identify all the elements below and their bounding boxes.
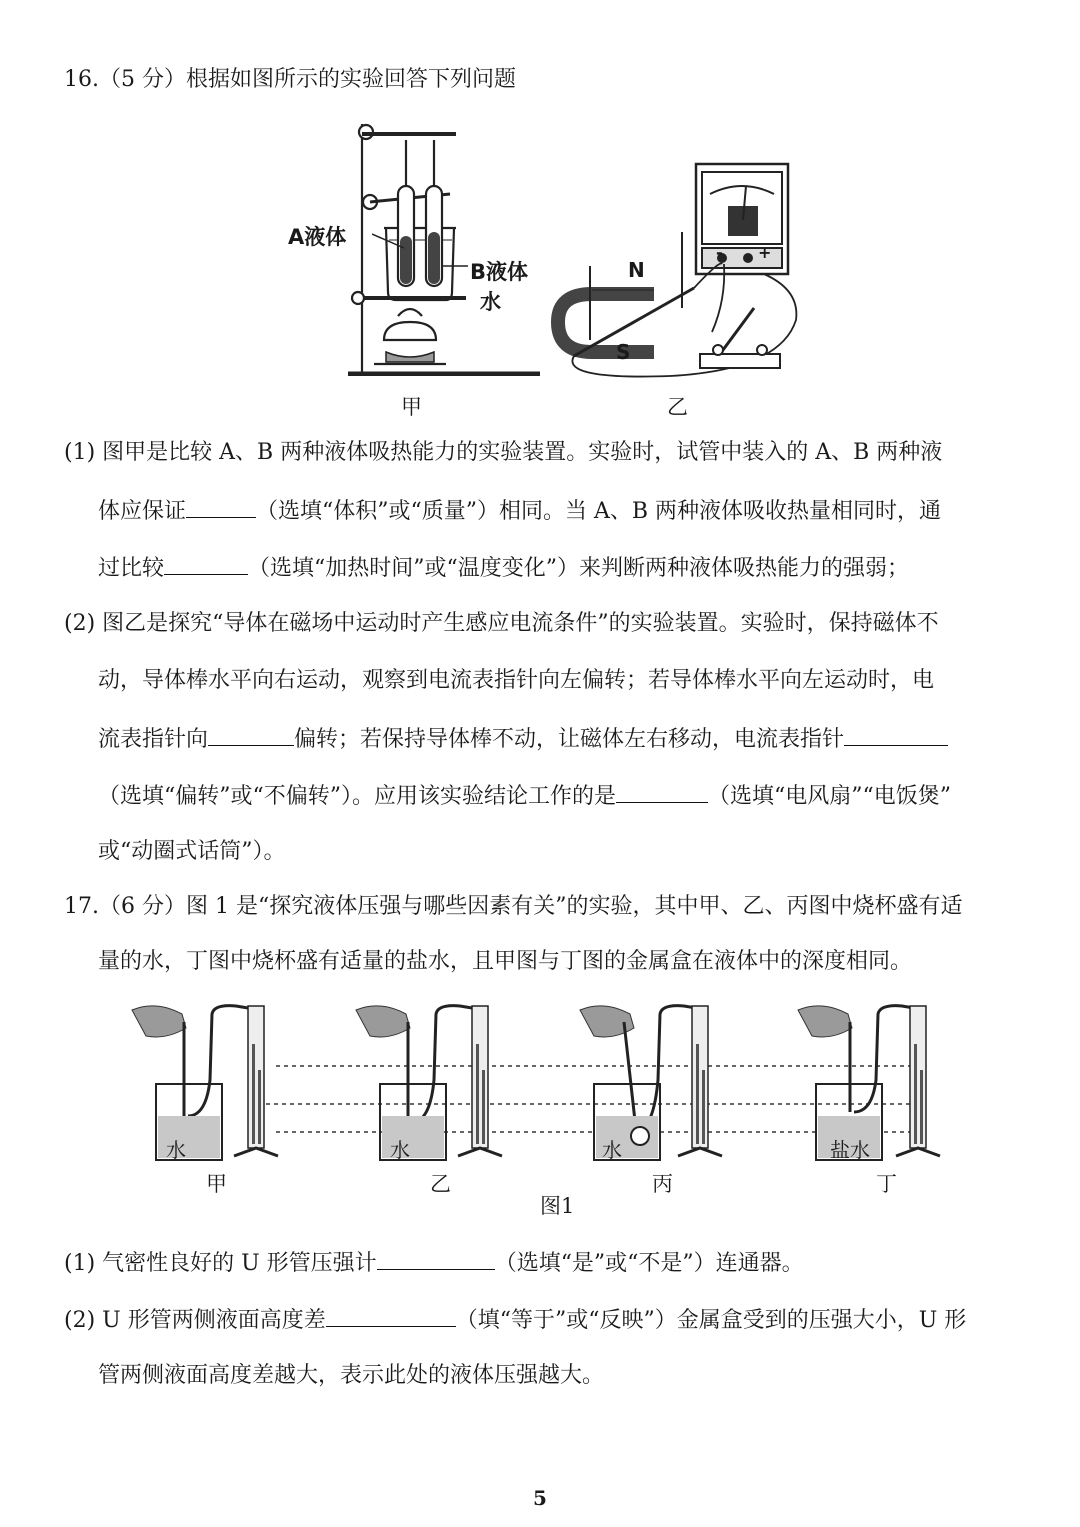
q17-part1-a: (1) 气密性良好的 U 形管压强计	[64, 1251, 377, 1276]
answer-blank-3[interactable]	[208, 727, 294, 746]
figure-yi-induction-apparatus	[550, 160, 800, 390]
label-s-pole: S	[616, 340, 631, 364]
q17-part2-a: (2) U 形管两侧液面高度差	[64, 1308, 326, 1333]
q16-part1-line2-b: （选填“体积”或“质量”）相同。当 A、B 两种液体吸收热量相同时，通	[256, 499, 942, 524]
q17-part2-line1	[64, 1308, 966, 1332]
answer-blank-4[interactable]	[844, 727, 948, 746]
gauge-panel-2	[356, 1006, 502, 1160]
q17-part2-b: （填“等于”或“反映”）金属盒受到的压强大小，U 形	[455, 1308, 967, 1333]
q16-part1-line2-a: 体应保证	[98, 499, 187, 524]
meter-minus-terminal: -	[716, 243, 723, 262]
label-n-pole: N	[628, 258, 645, 282]
q16-part2-line3	[98, 727, 948, 751]
gauge-panel-1	[132, 1006, 278, 1160]
q16-part2-line1: (2) 图乙是探究“导体在磁场中运动时产生感应电流条件”的实验装置。实验时，保持磁体不	[64, 611, 939, 636]
figure1-title: 图1	[540, 1194, 575, 1218]
q16-header: 16.（5 分）根据如图所示的实验回答下列问题	[64, 67, 516, 92]
label-b-liquid: B液体	[470, 260, 529, 284]
q16-part2-line2: 动，导体棒水平向右运动，观察到电流表指针向左偏转；若导体棒水平向左运动时，电	[98, 668, 935, 693]
caption-panel-yi: 乙	[430, 1172, 451, 1196]
answer-blank-7[interactable]	[326, 1308, 456, 1327]
label-water: 水	[480, 290, 501, 314]
q16-part2-line4-a: （选填“偏转”或“不偏转”）。应用该实验结论工作的是	[98, 784, 616, 809]
answer-blank-6[interactable]	[377, 1251, 495, 1270]
answer-blank-2[interactable]	[164, 556, 248, 575]
q16-part2-line4	[98, 784, 951, 808]
q16-part2-line3-a: 流表指针向	[98, 727, 209, 752]
liquid-label-yi: 水	[390, 1138, 410, 1162]
q16-part1-line3-b: （选填“加热时间”或“温度变化”）来判断两种液体吸热能力的强弱；	[248, 556, 910, 581]
leader-lines-jia	[372, 230, 472, 280]
caption-jia: 甲	[401, 395, 422, 419]
caption-panel-ding: 丁	[876, 1172, 897, 1196]
liquid-label-bing: 水	[602, 1138, 622, 1162]
answer-blank-5[interactable]	[616, 784, 708, 803]
q17-line1: 17.（6 分）图 1 是“探究液体压强与哪些因素有关”的实验，其中甲、乙、丙图中烧杯盛有适	[64, 894, 963, 919]
q16-part1-line1: (1) 图甲是比较 A、B 两种液体吸热能力的实验装置。实验时，试管中装入的 A、B 两种液	[64, 440, 943, 465]
q16-part2-line5: 或“动圈式话筒”）。	[98, 839, 286, 864]
liquid-label-jia: 水	[166, 1138, 186, 1162]
liquid-label-ding: 盐水	[830, 1138, 870, 1162]
caption-panel-jia: 甲	[206, 1172, 227, 1196]
q16-part2-line3-b: 偏转；若保持导体棒不动，让磁体左右移动，电流表指针	[294, 727, 845, 752]
page-number: 5	[533, 1486, 547, 1510]
label-a-liquid: A液体	[288, 225, 347, 249]
q17-line2: 量的水，丁图中烧杯盛有适量的盐水，且甲图与丁图的金属盒在液体中的深度相同。	[98, 949, 913, 974]
q17-part2-line2: 管两侧液面高度差越大，表示此处的液体压强越大。	[98, 1363, 605, 1388]
q16-part1-line2	[98, 499, 941, 523]
q17-part1	[64, 1251, 804, 1275]
q16-part2-line4-b: （选填“电风扇”“电饭煲”	[708, 784, 951, 809]
q17-part1-b: （选填“是”或“不是”）连通器。	[494, 1251, 804, 1276]
q16-part1-line3	[98, 556, 909, 580]
meter-plus-terminal: +	[758, 243, 772, 262]
figure1-pressure-gauges	[126, 1000, 1026, 1170]
answer-blank-1[interactable]	[186, 499, 256, 518]
q16-part1-line3-a: 过比较	[98, 556, 165, 581]
caption-panel-bing: 丙	[652, 1172, 673, 1196]
caption-yi: 乙	[667, 395, 688, 419]
